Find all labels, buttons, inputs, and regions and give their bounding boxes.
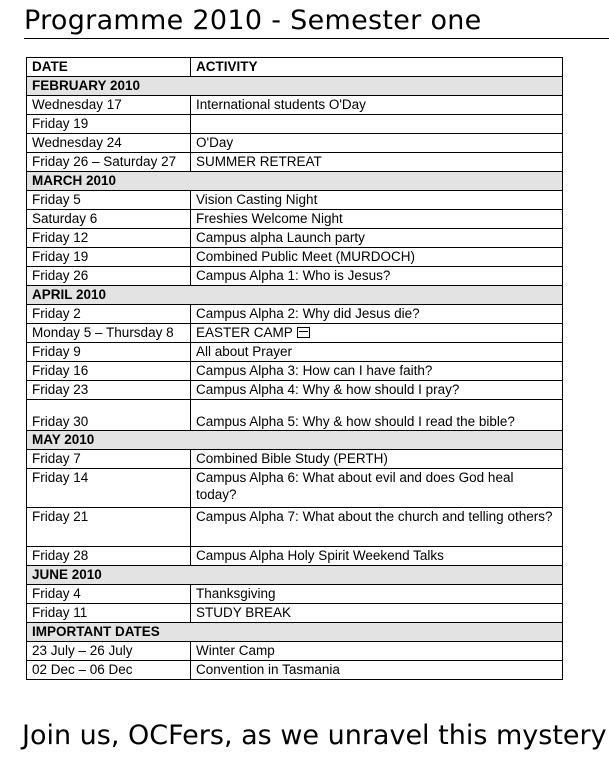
note-icon <box>297 327 310 338</box>
table-row <box>27 547 563 566</box>
section-row <box>27 431 563 450</box>
row-date: Friday 26 <box>27 267 191 286</box>
table-row <box>27 115 563 134</box>
table-row <box>27 229 563 248</box>
row-activity: Vision Casting Night <box>191 191 563 210</box>
section-title: IMPORTANT DATES <box>27 623 563 642</box>
section-title: MAY 2010 <box>27 431 563 450</box>
row-activity: Campus Alpha 1: Who is Jesus? <box>191 267 563 286</box>
footer-slogan: Join us, OCFers, as we unravel this mystery <box>22 720 607 751</box>
page-title: Programme 2010 - Semester one <box>24 5 482 36</box>
row-activity <box>191 324 563 343</box>
table-row <box>27 604 563 623</box>
row-activity: Combined Bible Study (PERTH) <box>191 450 563 469</box>
row-date: Friday 12 <box>27 229 191 248</box>
table-row <box>27 191 563 210</box>
section-row <box>27 286 563 305</box>
row-activity-text: EASTER CAMP <box>196 325 293 340</box>
row-date: Friday 5 <box>27 191 191 210</box>
row-date: Friday 26 – Saturday 27 <box>27 153 191 172</box>
title-underline <box>24 38 609 39</box>
row-activity: Campus Alpha Holy Spirit Weekend Talks <box>191 547 563 566</box>
table-row <box>27 267 563 286</box>
table-row <box>27 324 563 343</box>
row-date: Saturday 6 <box>27 210 191 229</box>
row-activity: Campus Alpha 6: What about evil and does God heal today? <box>191 469 563 508</box>
row-date: Wednesday 24 <box>27 134 191 153</box>
table-row <box>27 343 563 362</box>
table-row <box>27 400 563 431</box>
row-activity: Freshies Welcome Night <box>191 210 563 229</box>
row-activity: O'Day <box>191 134 563 153</box>
row-date: 02 Dec – 06 Dec <box>27 661 191 680</box>
row-date: Friday 11 <box>27 604 191 623</box>
section-row <box>27 77 563 96</box>
header-date: DATE <box>27 58 191 77</box>
row-date: Friday 21 <box>27 508 191 547</box>
row-date: Friday 16 <box>27 362 191 381</box>
section-title: JUNE 2010 <box>27 566 563 585</box>
row-date: Wednesday 17 <box>27 96 191 115</box>
row-activity: Campus Alpha 3: How can I have faith? <box>191 362 563 381</box>
table-row <box>27 96 563 115</box>
section-row <box>27 623 563 642</box>
table-row <box>27 362 563 381</box>
row-activity <box>191 115 563 134</box>
section-title: FEBRUARY 2010 <box>27 77 563 96</box>
row-date: Friday 19 <box>27 115 191 134</box>
section-title: MARCH 2010 <box>27 172 563 191</box>
table-row <box>27 134 563 153</box>
table-row <box>27 381 563 400</box>
table-row <box>27 248 563 267</box>
row-date: Friday 23 <box>27 381 191 400</box>
table-row <box>27 210 563 229</box>
row-date: Friday 2 <box>27 305 191 324</box>
row-activity: Thanksgiving <box>191 585 563 604</box>
row-activity: Convention in Tasmania <box>191 661 563 680</box>
table-row <box>27 508 563 547</box>
row-activity: Campus Alpha 5: Why & how should I read the bible? <box>191 400 563 431</box>
table-row <box>27 585 563 604</box>
row-activity: Campus Alpha 2: Why did Jesus die? <box>191 305 563 324</box>
row-date: Friday 4 <box>27 585 191 604</box>
section-row <box>27 172 563 191</box>
table-row <box>27 661 563 680</box>
row-date: Friday 9 <box>27 343 191 362</box>
row-activity: STUDY BREAK <box>191 604 563 623</box>
table-header-row <box>27 58 563 77</box>
row-date: Friday 7 <box>27 450 191 469</box>
row-date: Friday 14 <box>27 469 191 508</box>
programme-table <box>26 57 563 680</box>
row-activity: Campus Alpha 4: Why & how should I pray? <box>191 381 563 400</box>
table-row <box>27 642 563 661</box>
row-date: Friday 30 <box>27 400 191 431</box>
table-row <box>27 305 563 324</box>
table-row <box>27 153 563 172</box>
row-activity: Campus alpha Launch party <box>191 229 563 248</box>
row-date: Monday 5 – Thursday 8 <box>27 324 191 343</box>
row-activity: Combined Public Meet (MURDOCH) <box>191 248 563 267</box>
row-date: Friday 28 <box>27 547 191 566</box>
section-title: APRIL 2010 <box>27 286 563 305</box>
row-activity: All about Prayer <box>191 343 563 362</box>
header-activity: ACTIVITY <box>191 58 563 77</box>
table-row <box>27 469 563 508</box>
row-activity: International students O'Day <box>191 96 563 115</box>
table-row <box>27 450 563 469</box>
section-row <box>27 566 563 585</box>
row-activity: Winter Camp <box>191 642 563 661</box>
row-activity: Campus Alpha 7: What about the church and telling others? <box>191 508 563 547</box>
row-activity: SUMMER RETREAT <box>191 153 563 172</box>
row-date: Friday 19 <box>27 248 191 267</box>
row-date: 23 July – 26 July <box>27 642 191 661</box>
